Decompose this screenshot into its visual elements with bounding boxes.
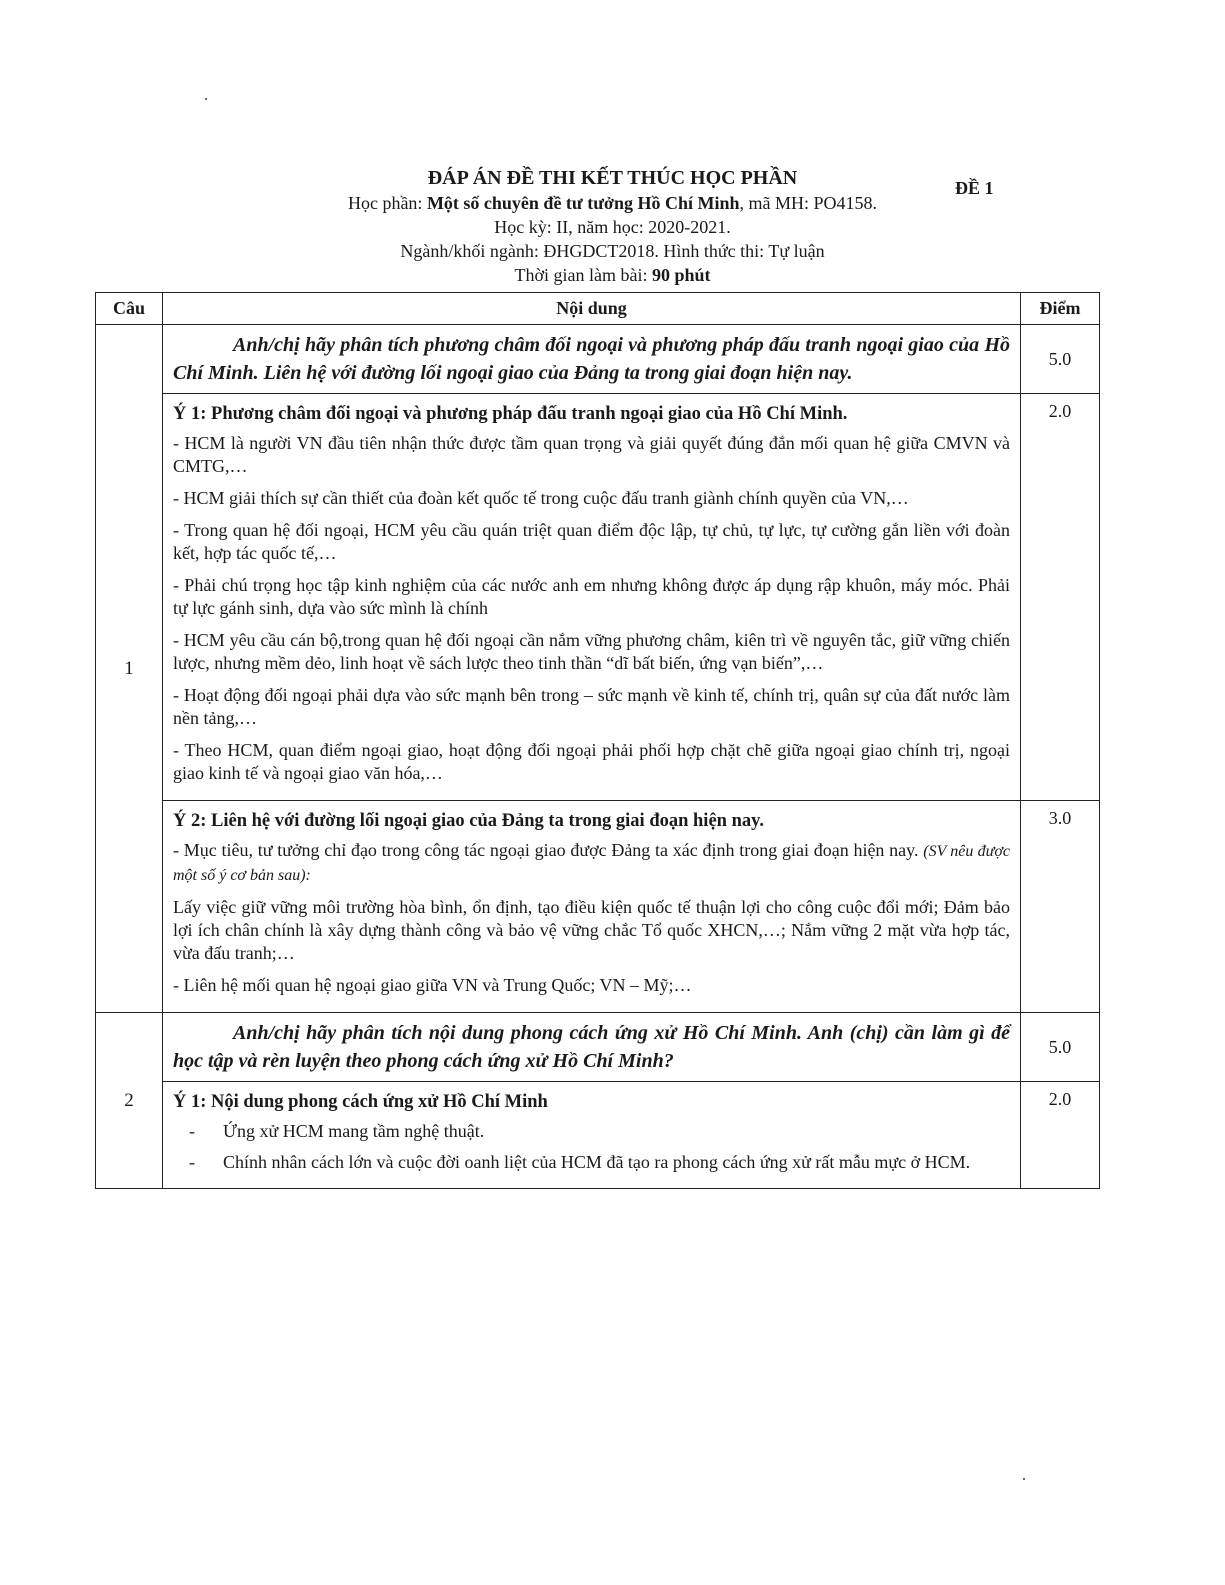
- column-header-cau: Câu: [96, 293, 163, 325]
- table-row: [96, 394, 1100, 801]
- course-name: Một số chuyên đề tư tưởng Hồ Chí Minh: [426, 193, 740, 213]
- answer-cell: [163, 1082, 1021, 1189]
- table-row: [96, 801, 1100, 1013]
- list-item: - Chính nhân cách lớn và cuộc đời oanh liệt của HCM đã tạo ra phong cách ứng xử rất mẫu mực ở HCM.: [189, 1152, 971, 1172]
- column-header-noidung: Nội dung: [163, 293, 1021, 325]
- answer-point: - Theo HCM, quan điểm ngoại giao, hoạt động đối ngoại phải phối hợp chặt chẽ giữa ngoại giao chính trị, ngoại giao kinh tế và ngoại giao văn hóa,…: [173, 740, 1010, 783]
- answer-cell: [163, 801, 1021, 1013]
- time-value: 90 phút: [651, 265, 711, 285]
- table-row: [96, 325, 1100, 394]
- document-header: [0, 165, 1225, 287]
- question-text: Anh/chị hãy phân tích nội dung phong cách ứng xử Hồ Chí Minh. Anh (chị) cần làm gì để học tập và rèn luyện theo phong cách ứng xử Hồ Chí Minh?: [173, 1022, 1010, 1072]
- question-number: 1: [96, 325, 163, 1013]
- question-cell: [163, 325, 1021, 394]
- answer-point: Lấy việc giữ vững môi trường hòa bình, ổn định, tạo điều kiện quốc tế thuận lợi cho công cuộc đổi mới; Đảm bảo lợi ích chân chính là xây dựng thành công và bảo vệ vững chắc Tổ quốc XHCN,…; Nắm vững 2 mặt vừa hợp tác, vừa đấu tranh;…: [173, 897, 1010, 963]
- part-score: 2.0: [1021, 1082, 1100, 1189]
- answer-point: - Trong quan hệ đối ngoại, HCM yêu cầu quán triệt quan điểm độc lập, tự chủ, tự lực, tự cường gắn liền với đoàn kết, hợp tác quốc tế,…: [173, 520, 1010, 563]
- answer-point: - Liên hệ mối quan hệ ngoại giao giữa VN và Trung Quốc; VN – Mỹ;…: [173, 975, 692, 995]
- answer-point: - HCM là người VN đầu tiên nhận thức được tầm quan trọng và giải quyết đúng đắn mối quan hệ giữa CMVN và CMTG,…: [173, 433, 1010, 476]
- course-line: Học phần: Một số chuyên đề tư tưởng Hồ Chí Minh, mã MH: PO4158.: [347, 193, 878, 213]
- answer-table: [95, 292, 1100, 1189]
- answer-point: - Phải chú trọng học tập kinh nghiệm của các nước anh em nhưng không được áp dụng rập khuôn, máy móc. Phải tự lực gánh sinh, dựa vào sức mình là chính: [173, 575, 1010, 618]
- table-header-row: [96, 293, 1100, 325]
- answer-cell: [163, 394, 1021, 801]
- answer-point: - HCM yêu cầu cán bộ,trong quan hệ đối ngoại cần nắm vững phương châm, kiên trì về nguyên tắc, giữ vững chiến lược, nhưng mềm dẻo, linh hoạt về sách lược theo tinh thần “dĩ bất biến, ứng vạn biến”,…: [173, 630, 1010, 673]
- semester-line: Học kỳ: II, năm học: 2020-2021.: [494, 217, 731, 237]
- scan-speck: [205, 98, 207, 100]
- question-score: 5.0: [1021, 325, 1100, 394]
- document-title: ĐÁP ÁN ĐỀ THI KẾT THÚC HỌC PHẦN: [427, 167, 798, 189]
- table-row: [96, 1082, 1100, 1189]
- question-cell: [163, 1013, 1021, 1082]
- answer-note: (SV nêu được một số ý cơ bản sau):: [173, 843, 1010, 884]
- list-item: - Ứng xử HCM mang tầm nghệ thuật.: [189, 1121, 485, 1141]
- table-row: [96, 1013, 1100, 1082]
- answer-part-title: Ý 1: Phương châm đối ngoại và phương pháp đấu tranh ngoại giao của Hồ Chí Minh.: [173, 404, 848, 424]
- answer-point: - Mục tiêu, tư tưởng chỉ đạo trong công tác ngoại giao được Đảng ta xác định trong giai đoạn hiện nay. (SV nêu được một số ý cơ bản sau):: [173, 840, 1010, 884]
- answer-part-title: Ý 2: Liên hệ với đường lối ngoại giao của Đảng ta trong giai đoạn hiện nay.: [173, 811, 764, 831]
- answer-point: - HCM giải thích sự cần thiết của đoàn kết quốc tế trong cuộc đấu tranh giành chính quyền của VN,…: [173, 488, 909, 508]
- question-score: 5.0: [1021, 1013, 1100, 1082]
- time-line: Thời gian làm bài: 90 phút: [514, 265, 711, 285]
- exam-variant-label: ĐỀ 1: [955, 178, 994, 198]
- part-score: 2.0: [1021, 394, 1100, 801]
- answer-point: - Hoạt động đối ngoại phải dựa vào sức mạnh bên trong – sức mạnh về kinh tế, chính trị, quân sự của đất nước làm nền tảng,…: [173, 685, 1010, 728]
- question-number: 2: [96, 1013, 163, 1189]
- scan-speck: [1023, 1478, 1025, 1480]
- major-line: Ngành/khối ngành: ĐHGDCT2018. Hình thức thi: Tự luận: [400, 241, 825, 261]
- question-text: Anh/chị hãy phân tích phương châm đối ngoại và phương pháp đấu tranh ngoại giao của Hồ Chí Minh. Liên hệ với đường lối ngoại giao của Đảng ta trong giai đoạn hiện nay.: [173, 334, 1010, 384]
- part-score: 3.0: [1021, 801, 1100, 1013]
- column-header-diem: Điểm: [1021, 293, 1100, 325]
- answer-part-title: Ý 1: Nội dung phong cách ứng xử Hồ Chí Minh: [173, 1092, 548, 1112]
